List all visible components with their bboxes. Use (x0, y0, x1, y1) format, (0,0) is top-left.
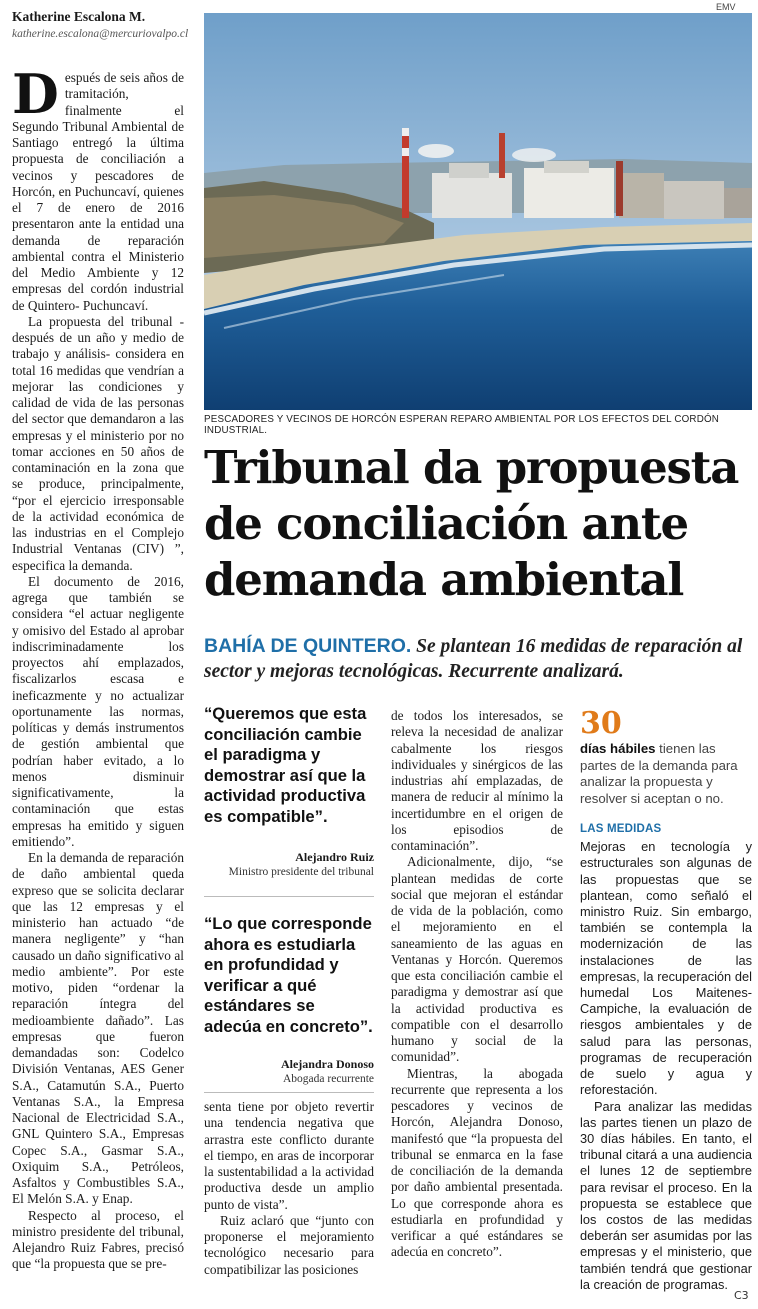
headline: Tribunal da propuesta de conciliación ante demanda ambiental (204, 441, 739, 606)
divider (204, 896, 374, 897)
pull-quote: “Queremos que esta conciliación cambie el paradigma y demostrar así que la actividad productiva es compatible”. (204, 704, 367, 826)
kicker: BAHÍA DE QUINTERO. (204, 635, 412, 657)
paragraph: El documento de 2016, agrega que también se considera “el actuar negligente y omisivo del Estado al aprobar indiscriminadamente los proyectos ahí emplazados, fiscalizarlos escasa e ineficazmente y no actualizar oportunamente las normas, políticas y demás instrumentos de gestión ambiental que podrían haber evitado, a lo menos disminuir significativamente, la contaminación que estas empresas ha emitido y siguen emitiendo”. (12, 573, 184, 849)
deck-text: Se plantean 16 medidas de reparación al sector y mejoras tecnológicas. Recurrente analizará. (204, 636, 743, 682)
paragraph: La propuesta del tribunal -después de un año y medio de trabajo y análisis- considera en total 16 medidas que vendrían a mejorar las condiciones y calidad de vida de las personas del sector que demandaron a las empresas y el ministerio por no tomar acciones en 50 años de contaminación en la zona que se produce, principalmente, “por el ejercicio irresponsable de la actividad económica de las industrias en el Complejo Industrial Ventanas (CIV) ”, especifica la demanda. (12, 313, 184, 573)
fact-number: 30 (580, 706, 622, 741)
deck (204, 634, 752, 684)
article-column-2 (204, 1099, 374, 1278)
sidebar-column (580, 707, 752, 1293)
paragraph: Después de seis años de tramitación, finalmente el Segundo Tribunal Ambiental de Santiago entregó la última propuesta de conciliación a vecinos y pescadores de Horcón, en Puchuncaví, quienes el 7 de enero de 2016 presentaron ante la entidad una demanda de reparación ambiental contra el Ministerio del Medio Ambiente y 12 empresas del cordón industrial de Quintero- Puchuncaví. (12, 62, 184, 313)
paragraph: senta tiene por objeto revertir una tendencia negativa que arrastra este conflicto durante el tiempo, en aras de incorporar la sustentabilidad a la actividad productiva desde un amplio punto de vista”. (204, 1099, 374, 1212)
paragraph: En la demanda de reparación de daño ambiental queda expreso que se solicita declarar que las 12 empresas y el ministerio han actuado “de manera negligente” y “han causado un daño significativo al medio ambiente”. Por este motivo, piden “ordenar la reparación íntegra del medioambiente dañado”. Las empresas que fueron demandadas son: Codelco División Ventanas, AES Gener S.A., Catamutún S.A., Puerto Ventanas S.A., la Empresa Nacional de Electricidad S.A., GNL Quintero S.A., Empresas Copec S.A., Gasmar S.A., Oxiquim S.A., Petróleos, Asfaltos y Combustibles S.A., El Melón S.A. y Enap. (12, 850, 184, 1207)
photo-credit: EMV (716, 2, 736, 12)
end-mark-icon: C3 (734, 1289, 749, 1302)
paragraph: Respecto al proceso, el ministro presidente del tribunal, Alejandro Ruiz Fabres, precisó que “la propuesta que se pre- (12, 1207, 184, 1272)
fact-box (580, 741, 752, 807)
quote-attribution-name: Alejandro Ruiz (295, 850, 374, 864)
divider (204, 1092, 374, 1093)
author-email[interactable]: katherine.escalona@mercuriovalpo.cl (12, 28, 189, 40)
sidebar-title: LAS MEDIDAS (580, 823, 662, 835)
sidebar-text (580, 839, 752, 1293)
paragraph: Ruiz aclaró que “junto con proponerse el mejoramiento tecnológico necesario para compatibilizar las posiciones (204, 1212, 374, 1277)
pull-quote: “Lo que corresponde ahora es estudiarla en profundidad y verificar a qué estándares se adecúa en concreto”. (204, 914, 373, 1036)
quote-attribution-role: Ministro presidente del tribunal (228, 866, 374, 878)
photo-illustration (204, 13, 752, 410)
photo-caption: PESCADORES Y VECINOS DE HORCÓN ESPERAN REPARO AMBIENTAL POR LOS EFECTOS DEL CORDÓN INDUSTRIAL. (204, 414, 720, 436)
quote-attribution-role: Abogada recurrente (283, 1073, 374, 1085)
paragraph: Adicionalmente, dijo, “se plantean medidas de corte social que mejoran el estándar de vida de la población, como el mejoramiento en el saneamiento de las aguas en Ventanas y Horcón. Queremos que esta conciliación cambie el paradigma y demostrar así que la actividad productiva es compatible con el desarrollo humano y social de la comunidad”. (391, 854, 563, 1065)
article-column-1 (12, 62, 184, 1273)
byline (12, 8, 197, 42)
author-name: Katherine Escalona M. (12, 9, 146, 24)
paragraph: Mejoras en tecnología y estructurales son algunas de las propuestas que se plantean, como señaló el ministro Ruiz. Sin embargo, también se contempla la modernización de las instalaciones de las empresas, la recuperación del humedal Los Maitenes-Campiche, la evaluación de riesgos ambientales y de salud para las personas, programas de recuperación de suelo y agua y reforestación. (580, 839, 752, 1098)
drop-cap: D (12, 62, 59, 126)
fact-bold: días hábiles (580, 741, 656, 756)
photo-industrial-coast (204, 13, 752, 410)
paragraph: Para analizar las medidas las partes tienen un plazo de 30 días hábiles. En tanto, el tribunal citará a una audiencia el lunes 12 de septiembre para revisar el proceso. En la propuesta se establece que los costos de las medidas deberán ser asumidas por las empresas y el ministerio, que también tendrá que gestionar la creación de programas. (580, 1098, 752, 1292)
quote-attribution-name: Alejandra Donoso (280, 1057, 374, 1071)
article-column-3 (391, 708, 563, 1261)
paragraph: de todos los interesados, se releva la necesidad de analizar cabalmente los riesgos individuales y sinérgicos de las industrias ahí emplazadas, de manera de reducir al mínimo la incertidumbre en el origen de los episodios de contaminación”. (391, 708, 563, 853)
fact-text: tienen las partes de la demanda para analizar la propuesta y resolver si aceptan o no. (580, 741, 738, 806)
paragraph: Mientras, la abogada recurrente que representa a los pescadores y vecinos de Horcón, Alejandra Donoso, manifestó que “la propuesta del tribunal se enmarca en la fase de conciliación de la demanda por daño ambiental presentada. Lo que corresponde ahora es estudiarla en profundidad y verificar a qué estándares se adecúa en concreto”. (391, 1065, 563, 1260)
